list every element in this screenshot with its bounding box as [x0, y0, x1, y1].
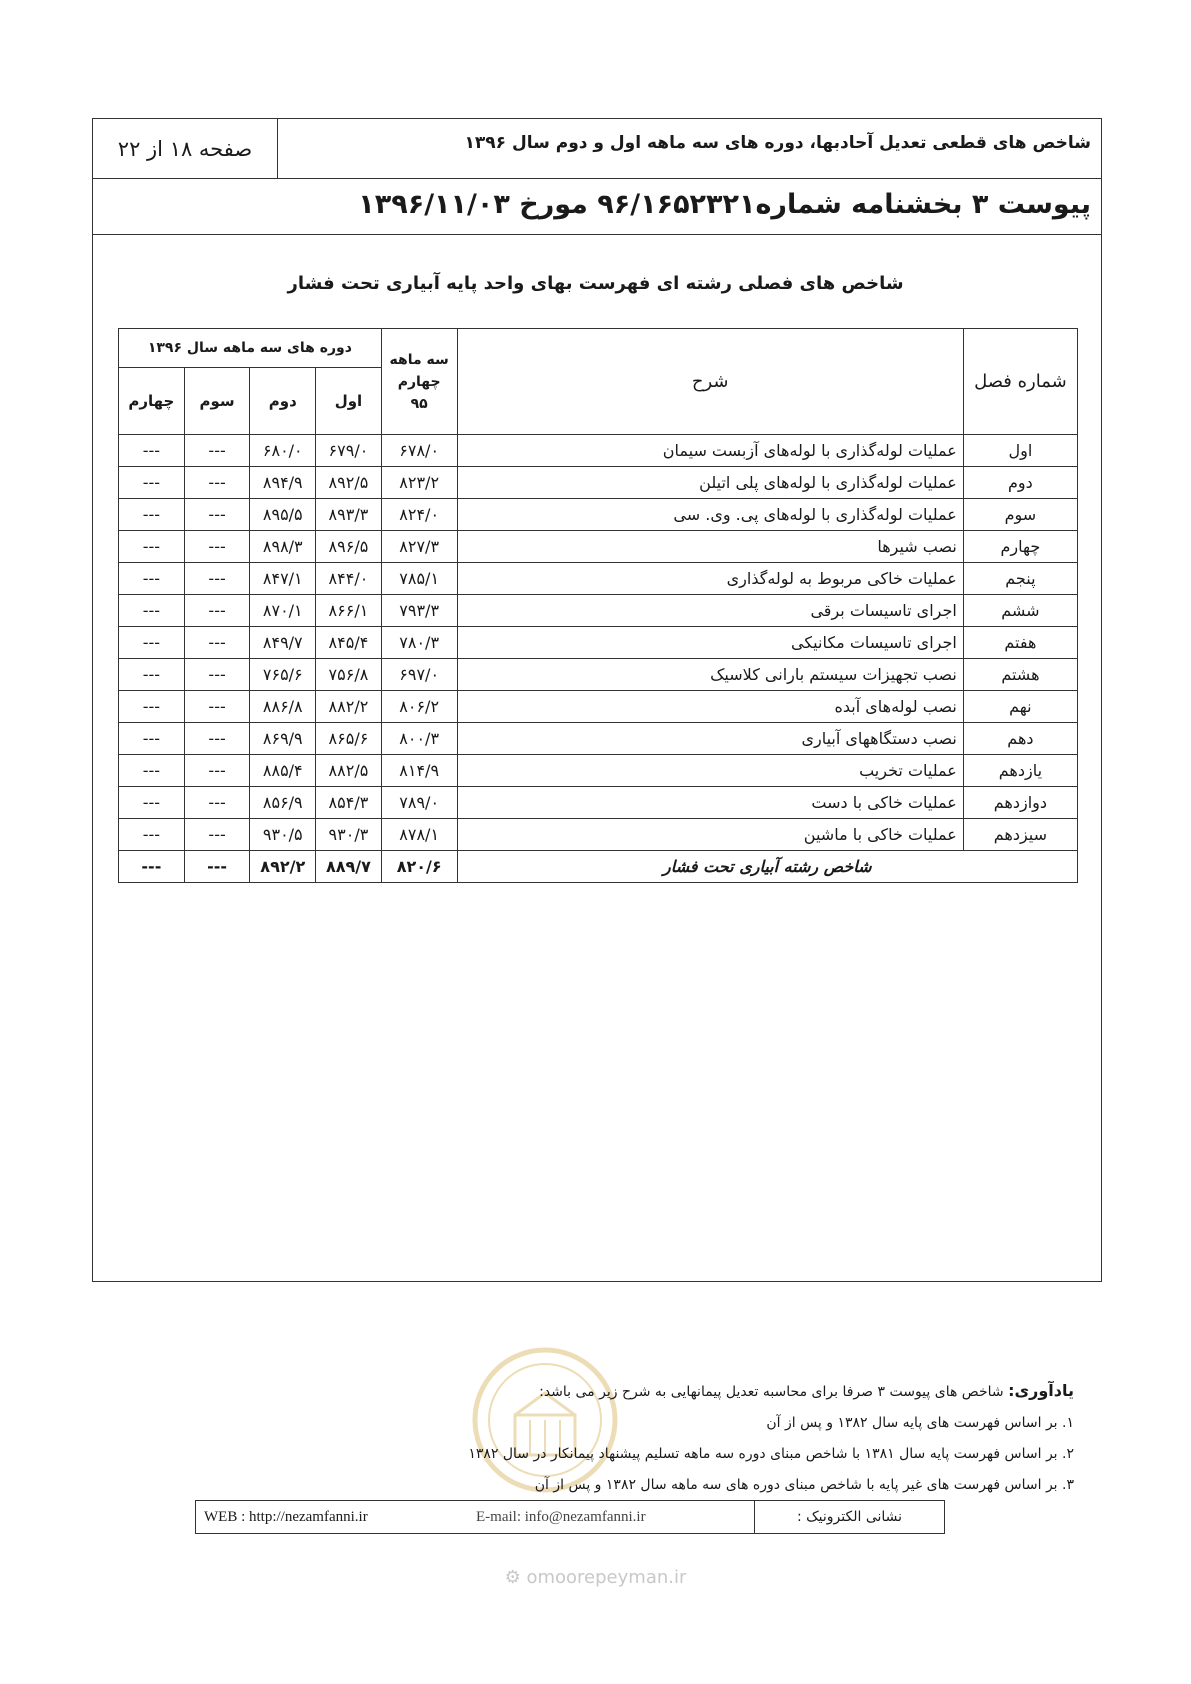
cell-description: اجرای تاسیسات برقی [457, 595, 963, 627]
cell-q2: ۸۶۹/۹ [250, 723, 316, 755]
cell-q2: ۸۸۶/۸ [250, 691, 316, 723]
cell-q4: --- [119, 435, 185, 467]
cell-q2: ۶۸۰/۰ [250, 435, 316, 467]
cell-description: عملیات لوله‌گذاری با لوله‌های پلی اتیلن [457, 467, 963, 499]
cell-chapter: یازدهم [963, 755, 1077, 787]
page-number: صفحه ۱۸ از ۲۲ [93, 119, 278, 178]
cell-q4: --- [119, 595, 185, 627]
cell-q4: --- [119, 627, 185, 659]
notes-section [468, 1375, 1074, 1501]
total-label: شاخص رشته آبیاری تحت فشار [457, 851, 1077, 883]
total-row [119, 851, 1078, 883]
cell-q2: ۸۴۷/۱ [250, 563, 316, 595]
cell-q1: ۸۵۴/۳ [316, 787, 382, 819]
cell-q4-95: ۸۱۴/۹ [381, 755, 457, 787]
cell-q4: --- [119, 723, 185, 755]
cell-q4: --- [119, 819, 185, 851]
cell-q3: --- [184, 691, 250, 723]
attachment-title: پیوست ۳ بخشنامه شماره۹۶/۱۶۵۲۳۲۱ مورخ ۱۳۹۶/۱۱/۰۳ [358, 189, 1091, 220]
footer-contact [195, 1500, 945, 1534]
table-row [119, 499, 1078, 531]
cell-q3: --- [184, 723, 250, 755]
cell-description: عملیات لوله‌گذاری با لوله‌های پی. وی. سی [457, 499, 963, 531]
header-chapter: شماره فصل [963, 329, 1077, 435]
cell-description: عملیات خاکی با ماشین [457, 819, 963, 851]
cell-q3: --- [184, 467, 250, 499]
cell-chapter: سوم [963, 499, 1077, 531]
cell-chapter: دهم [963, 723, 1077, 755]
cell-q4-95: ۷۸۰/۳ [381, 627, 457, 659]
header-q4: چهارم [119, 368, 185, 435]
table-row [119, 787, 1078, 819]
note-item: ۱. بر اساس فهرست های پایه سال ۱۳۸۲ و پس از آن [766, 1415, 1074, 1431]
header-row [93, 119, 1101, 179]
cell-q1: ۸۶۶/۱ [316, 595, 382, 627]
total-q3: --- [184, 851, 250, 883]
table-row [119, 531, 1078, 563]
footer-address-label: نشانی الکترونیک : [754, 1501, 944, 1533]
cell-q4: --- [119, 563, 185, 595]
cell-q4-95: ۷۸۹/۰ [381, 787, 457, 819]
cell-chapter: سیزدهم [963, 819, 1077, 851]
cell-q2: ۸۹۴/۹ [250, 467, 316, 499]
total-q4: --- [119, 851, 185, 883]
cell-q3: --- [184, 819, 250, 851]
table-row [119, 691, 1078, 723]
cell-q1: ۸۹۲/۵ [316, 467, 382, 499]
cell-q3: --- [184, 531, 250, 563]
cell-q4-95: ۷۸۵/۱ [381, 563, 457, 595]
cell-q2: ۹۳۰/۵ [250, 819, 316, 851]
cell-q4-95: ۸۰۶/۲ [381, 691, 457, 723]
cell-chapter: ششم [963, 595, 1077, 627]
cell-q1: ۹۳۰/۳ [316, 819, 382, 851]
footer-web[interactable]: WEB : http://nezamfanni.ir [204, 1509, 368, 1525]
header-description: شرح [457, 329, 963, 435]
cell-q3: --- [184, 659, 250, 691]
cell-q4: --- [119, 691, 185, 723]
cell-q4: --- [119, 659, 185, 691]
cell-q4-95: ۶۹۷/۰ [381, 659, 457, 691]
footer-email[interactable]: E-mail: info@nezamfanni.ir [476, 1509, 646, 1525]
table-row [119, 723, 1078, 755]
cell-description: نصب لوله‌های آبده [457, 691, 963, 723]
cell-q4-95: ۶۷۸/۰ [381, 435, 457, 467]
cell-q4: --- [119, 787, 185, 819]
header-quarters-1396: دوره های سه ماهه سال ۱۳۹۶ [119, 329, 382, 368]
cell-q4-95: ۸۷۸/۱ [381, 819, 457, 851]
cell-q2: ۸۹۸/۳ [250, 531, 316, 563]
cell-description: نصب شیرها [457, 531, 963, 563]
cell-q3: --- [184, 787, 250, 819]
cell-q1: ۷۵۶/۸ [316, 659, 382, 691]
cell-q4: --- [119, 467, 185, 499]
cell-q3: --- [184, 627, 250, 659]
note-item: ۲. بر اساس فهرست پایه سال ۱۳۸۱ با شاخص مبنای دوره سه ماهه تسلیم پیشنهاد پیمانکار در سال ۱۳۸۲ [468, 1446, 1074, 1462]
cell-description: عملیات لوله‌گذاری با لوله‌های آزبست سیمان [457, 435, 963, 467]
cell-q3: --- [184, 755, 250, 787]
cell-q4-95: ۸۲۷/۳ [381, 531, 457, 563]
cell-q2: ۸۸۵/۴ [250, 755, 316, 787]
cell-q1: ۸۴۴/۰ [316, 563, 382, 595]
cell-q1: ۸۹۶/۵ [316, 531, 382, 563]
table-row [119, 563, 1078, 595]
cell-q1: ۸۸۲/۲ [316, 691, 382, 723]
total-q1: ۸۸۹/۷ [316, 851, 382, 883]
cell-q3: --- [184, 595, 250, 627]
cell-q2: ۸۹۵/۵ [250, 499, 316, 531]
cell-q2: ۸۵۶/۹ [250, 787, 316, 819]
table-row [119, 467, 1078, 499]
table-row [119, 627, 1078, 659]
cell-q4: --- [119, 755, 185, 787]
notes-intro-line [468, 1375, 1074, 1408]
table-row [119, 659, 1078, 691]
cell-chapter: دوم [963, 467, 1077, 499]
header-q4-95: سه ماهه چهارم ۹۵ [381, 329, 457, 435]
cell-description: نصب تجهیزات سیستم بارانی کلاسیک [457, 659, 963, 691]
cell-chapter: هفتم [963, 627, 1077, 659]
cell-q2: ۸۴۹/۷ [250, 627, 316, 659]
cell-q4-95: ۷۹۳/۳ [381, 595, 457, 627]
cell-q3: --- [184, 435, 250, 467]
cell-q3: --- [184, 563, 250, 595]
document-title: شاخص های قطعی تعدیل آحادبها، دوره های سه ماهه اول و دوم سال ۱۳۹۶ [464, 133, 1091, 153]
table-row [119, 595, 1078, 627]
cell-chapter: پنجم [963, 563, 1077, 595]
cell-q1: ۸۸۲/۵ [316, 755, 382, 787]
table-row [119, 819, 1078, 851]
table-row [119, 755, 1078, 787]
total-q4-95: ۸۲۰/۶ [381, 851, 457, 883]
header-q2: دوم [250, 368, 316, 435]
cell-description: عملیات خاکی مربوط به لوله‌گذاری [457, 563, 963, 595]
watermark-text: omoorepeyman.ir [526, 1567, 687, 1588]
cell-chapter: نهم [963, 691, 1077, 723]
note-item: ۳. بر اساس فهرست های غیر پایه با شاخص مبنای دوره های سه ماهه سال ۱۳۸۲ و پس از آن [534, 1477, 1074, 1493]
cell-q4-95: ۸۰۰/۳ [381, 723, 457, 755]
cell-description: نصب دستگاههای آبیاری [457, 723, 963, 755]
header-q3: سوم [184, 368, 250, 435]
cell-q4: --- [119, 499, 185, 531]
cell-description: اجرای تاسیسات مکانیکی [457, 627, 963, 659]
cell-q4-95: ۸۲۳/۲ [381, 467, 457, 499]
cell-q1: ۸۴۵/۴ [316, 627, 382, 659]
cell-description: عملیات تخریب [457, 755, 963, 787]
attachment-row [93, 179, 1101, 235]
cell-q1: ۸۶۵/۶ [316, 723, 382, 755]
site-watermark [0, 1567, 1191, 1588]
notes-lead: یادآوری: [1008, 1381, 1074, 1400]
cell-q2: ۷۶۵/۶ [250, 659, 316, 691]
header-q1: اول [316, 368, 382, 435]
table-title: شاخص های فصلی رشته ای فهرست بهای واحد پایه آبیاری تحت فشار [287, 273, 904, 294]
cell-chapter: اول [963, 435, 1077, 467]
table-row [119, 435, 1078, 467]
cell-q3: --- [184, 499, 250, 531]
cell-chapter: دوازدهم [963, 787, 1077, 819]
cell-q1: ۸۹۳/۳ [316, 499, 382, 531]
index-table [118, 328, 1078, 883]
cell-q2: ۸۷۰/۱ [250, 595, 316, 627]
cell-q4-95: ۸۲۴/۰ [381, 499, 457, 531]
cell-chapter: چهارم [963, 531, 1077, 563]
watermark-icon: ⚙ [504, 1567, 521, 1588]
notes-intro: شاخص های پیوست ۳ صرفا برای محاسبه تعدیل پیمانهایی به شرح زیر می باشد: [539, 1384, 1004, 1400]
total-q2: ۸۹۲/۲ [250, 851, 316, 883]
cell-description: عملیات خاکی با دست [457, 787, 963, 819]
cell-q4: --- [119, 531, 185, 563]
cell-q1: ۶۷۹/۰ [316, 435, 382, 467]
cell-chapter: هشتم [963, 659, 1077, 691]
